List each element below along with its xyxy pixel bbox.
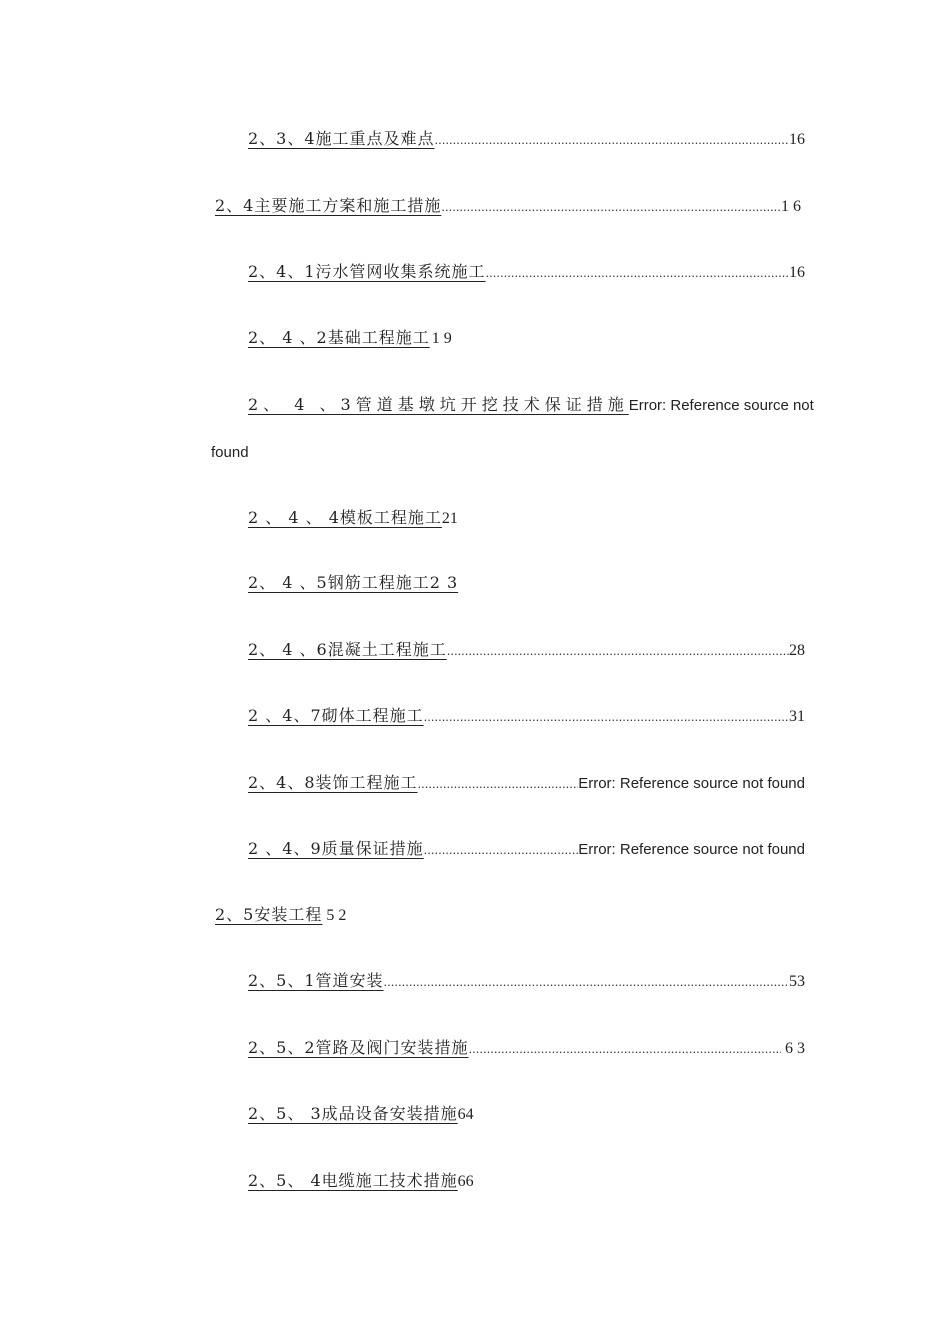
toc-entry-page-continuation: found (211, 444, 249, 461)
dot-leader (441, 199, 781, 214)
toc-entry-page: 16 (789, 264, 805, 281)
toc-entry-title[interactable]: 2、 4 、2基础工程施工 (248, 328, 430, 347)
toc-entry[interactable] (248, 637, 805, 661)
toc-entry[interactable] (248, 1168, 474, 1192)
toc-entry[interactable] (248, 505, 458, 529)
toc-entry-page: Error: Reference source not found (578, 775, 805, 792)
toc-entry-page: 53 (789, 973, 805, 990)
toc-entry-title[interactable]: 2 、 4 、 4模板工程施工 (248, 508, 442, 527)
toc-entry-page: 31 (789, 708, 805, 725)
toc-entry[interactable] (215, 902, 346, 926)
dot-leader (384, 974, 789, 989)
toc-entry-page: 1 9 (431, 330, 452, 347)
toc-entry-page: Error: Reference source not found (578, 841, 805, 858)
toc-entry-title[interactable]: 2、4、1污水管网收集系统施工 (248, 262, 486, 281)
dot-leader (435, 132, 789, 147)
toc-entry-title[interactable]: 2、4主要施工方案和施工措施 (215, 196, 442, 215)
toc-entry-title[interactable]: 2、4、8装饰工程施工 (248, 773, 418, 792)
toc-entry-title[interactable]: 2、3、4施工重点及难点 (248, 129, 435, 148)
toc-entry[interactable] (248, 325, 452, 349)
dot-leader (424, 842, 579, 857)
dot-leader (486, 265, 789, 280)
toc-entry-page: 5 2 (326, 907, 347, 924)
toc-entry[interactable] (248, 392, 814, 416)
toc-entry-title[interactable]: 2 、4、7砌体工程施工 (248, 706, 424, 725)
toc-entry-page: 66 (457, 1173, 474, 1190)
toc-entry-page: 16 (789, 131, 805, 148)
toc-entry-title[interactable]: 2、5安装工程 (215, 905, 323, 924)
toc-entry[interactable] (248, 836, 805, 860)
toc-entry-title[interactable]: 2、5、 3成品设备安装措施 (248, 1104, 458, 1123)
dot-leader (469, 1041, 781, 1056)
dot-leader (447, 643, 789, 658)
toc-entry[interactable] (248, 126, 805, 150)
toc-entry-page: 21 (441, 510, 458, 527)
toc-entry[interactable] (248, 259, 805, 283)
toc-entry-title[interactable]: 2 、4、9质量保证措施 (248, 839, 424, 858)
toc-entry[interactable] (248, 1035, 805, 1059)
toc-entry-page: 64 (457, 1106, 474, 1123)
toc-entry-page: 6 3 (785, 1040, 805, 1057)
toc-entry[interactable] (248, 968, 805, 992)
toc-entry-title[interactable]: 2、 4 、3管道基墩坑开挖技术保证措施 (248, 395, 629, 414)
toc-entry[interactable] (248, 570, 458, 594)
toc-entry-title[interactable]: 2、 4 、6混凝土工程施工 (248, 640, 447, 659)
toc-entry[interactable] (248, 1101, 474, 1125)
toc-entry-title[interactable]: 2、5、2管路及阀门安装措施 (248, 1038, 469, 1057)
dot-leader (418, 776, 579, 791)
toc-entry-title[interactable]: 2、5、 4电缆施工技术措施 (248, 1171, 458, 1190)
toc-entry-title[interactable]: 2、5、1管道安装 (248, 971, 384, 990)
toc-entry-page: Error: Reference source not (628, 397, 814, 414)
toc-entry-title[interactable]: 2、 4 、5钢筋工程施工2 3 (248, 573, 459, 592)
dot-leader (424, 709, 789, 724)
toc-entry-page: 28 (789, 642, 805, 659)
toc-entry[interactable] (215, 193, 801, 217)
toc-entry[interactable] (248, 703, 805, 727)
toc-entry-page: 1 6 (781, 198, 801, 215)
toc-entry[interactable] (248, 770, 805, 794)
